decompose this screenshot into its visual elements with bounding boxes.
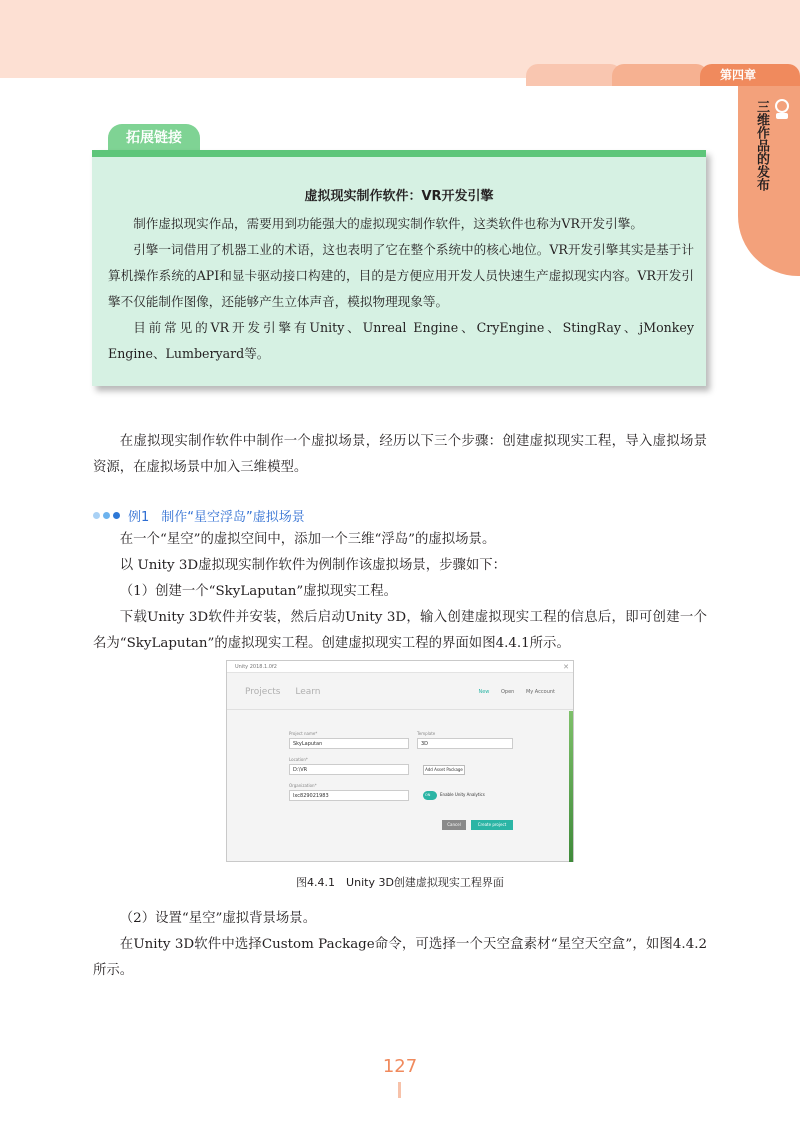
example-number: 例1 (128, 509, 150, 525)
extension-label: 拓展链接 (108, 124, 200, 152)
tab-learn[interactable]: Learn (295, 687, 321, 697)
step-1-heading: （1）创建一个“SkyLaputan”虚拟现实工程。 (119, 584, 397, 599)
heading-dot (93, 512, 100, 519)
page-number: 127 (382, 1056, 418, 1077)
organization-label: Organization* (289, 783, 317, 788)
page-number-line (398, 1082, 401, 1098)
section-title: 三维作品的发布 (754, 100, 769, 191)
chapter-label: 第四章 (700, 64, 800, 86)
example-line: 以 Unity 3D虚拟现实制作软件为例制作该虚拟场景，步骤如下： (119, 558, 507, 573)
top-right-actions (468, 689, 555, 695)
analytics-toggle[interactable]: ON (423, 791, 437, 800)
organization-select[interactable]: lxc829021983 (289, 790, 409, 801)
location-label: Location* (289, 757, 308, 762)
step-2-heading: （2）设置“星空”虚拟背景场景。 (119, 911, 317, 926)
extension-title: 虚拟现实制作软件：VR开发引擎 (304, 189, 494, 204)
template-label: Template (417, 731, 436, 736)
extension-paragraph: 引擎一词借用了机器工业的术语，这也表明了它在整个系统中的核心地位。VR开发引擎其实是基于计算机操作系统的API和显卡驱动接口构建的，目的是方便应用开发人员快速生产虚拟现实内容。VR开发引擎不仅能制作图像，还能够产生立体声音，模拟物理现象等。 (108, 242, 694, 309)
divider (227, 709, 573, 710)
template-select[interactable]: 3D (417, 738, 513, 749)
unity-screenshot (226, 660, 574, 862)
add-asset-package-button[interactable]: Add Asset Package (423, 765, 465, 775)
heading-dot (103, 512, 110, 519)
account-button[interactable]: My Account (525, 689, 555, 695)
project-name-label: Project name* (289, 731, 318, 736)
example-line: 下载Unity 3D软件并安装，然后启动Unity 3D，输入创建虚拟现实工程的信息后，即可创建一个名为“SkyLaputan”的虚拟现实工程。创建虚拟现实工程的界面如图4.4.1所示。 (93, 610, 707, 651)
chapter-tab-2 (612, 64, 708, 86)
example-heading (93, 505, 305, 525)
project-name-input[interactable]: SkyLaputan (289, 738, 409, 749)
vr-headset-icon (772, 98, 792, 122)
figure-caption: 图4.4.1 Unity 3D创建虚拟现实工程界面 (296, 876, 504, 889)
tab-projects[interactable]: Projects (245, 687, 281, 697)
open-button[interactable]: Open (500, 689, 515, 695)
new-button[interactable]: New (478, 689, 490, 695)
after-paragraph: 在Unity 3D软件中选择Custom Package命令，可选择一个天空盒素材“星空天空盒”，如图4.4.2所示。 (93, 937, 707, 978)
location-input[interactable]: D:\VR (289, 764, 409, 775)
intro-paragraph: 在虚拟现实制作软件中制作一个虚拟场景，经历以下三个步骤：创建虚拟现实工程，导入虚拟场景资源，在虚拟场景中加入三维模型。 (93, 434, 707, 475)
background-strip (569, 711, 573, 862)
window-titlebar: Unity 2018.1.0f2 (227, 661, 573, 673)
chapter-tab-1 (526, 64, 622, 86)
create-project-button[interactable]: Create project (471, 820, 513, 830)
extension-paragraph: 制作虚拟现实作品，需要用到功能强大的虚拟现实制作软件，这类软件也称为VR开发引擎。 (133, 216, 643, 231)
cancel-button[interactable]: Cancel (442, 820, 466, 830)
extension-text (108, 211, 694, 367)
example-line: 在一个“星空”的虚拟空间中，添加一个三维“浮岛”的虚拟场景。 (119, 532, 496, 547)
heading-dot (113, 512, 120, 519)
analytics-label: Enable Unity Analytics (440, 792, 485, 797)
nav-tabs (245, 687, 333, 697)
close-icon[interactable]: ✕ (563, 663, 569, 671)
extension-paragraph: 目前常见的VR开发引擎有Unity、Unreal Engine、CryEngine、StingRay、jMonkey Engine、Lumberyard等。 (108, 320, 694, 361)
example-title: 制作“星空浮岛”虚拟场景 (161, 509, 305, 525)
extension-box (92, 150, 706, 386)
